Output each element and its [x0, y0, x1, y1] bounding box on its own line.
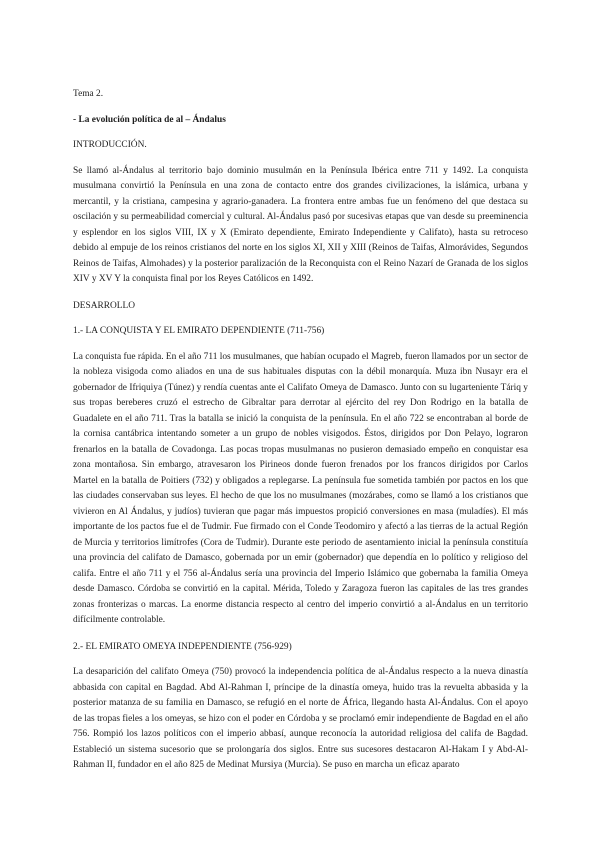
desarrollo-heading: DESARROLLO [73, 300, 135, 311]
section-1-heading: 1.- LA CONQUISTA Y EL EMIRATO DEPENDIENTE (711-756) [73, 326, 325, 336]
document-title: - La evolución política de al – Ándalus [73, 114, 226, 125]
section-2-heading: 2.- EL EMIRATO OMEYA INDEPENDIENTE (756-929) [73, 641, 292, 652]
intro-heading: INTRODUCCIÓN. [73, 140, 147, 150]
section-2-paragraph: La desaparición del califato Omeya (750) provocó la independencia política de al-Ándalus respecto a la nueva dinastía abbasida con capital en Bagdad. Abd Al-Rahman I, príncipe de la dinastía omeya, huido tras la revuelta abbasida y la posterior matanza de su familia en Damasco, se refugió en el norte de África, llegando hasta Al-Ándalus. Con el apoyo de las tropas fieles a los omeyas, se hizo con el poder en Córdoba y se proclamó emir independiente de Bagdad en el año 756. Rompió los lazos políticos con el imperio abbasí, aunque reconocía la autoridad religiosa del califa de Bagdad. Estableció un sistema sucesorio que se prolongaría dos siglos. Entre sus sucesores destacaron Al-Hakam I y Abd-Al-Rahman II, fundador en el año 825 de Medinat Mursiya (Murcia). Se puso en marcha un eficaz aparato [73, 667, 528, 770]
section-1-paragraph: La conquista fue rápida. En el año 711 los musulmanes, que habían ocupado el Magreb, fueron llamados por un sector de la nobleza visigoda como aliados en una de sus habituales disputas con la débil monarquía. Muza ibn Nusayr era el gobernador de Ifriquiya (Túnez) y rendía cuentas ante el Califato Omeya de Damasco. Junto con su lugarteniente Táriq y sus tropas bereberes cruzó el estrecho de Gibraltar para derrotar al ejército del rey Don Rodrigo en la batalla de Guadalete en el año 711. Tras la batalla se inició la conquista de la península. En el año 722 se encontraban al borde de la cornisa cantábrica intentando someter a un grupo de nobles visigodos. Éstos, dirigidos por Don Pelayo, lograron frenarlos en la batalla de Covadonga. Las pocas tropas musulmanas no pusieron demasiado empeño en conquistar esa zona montañosa. Sin embargo, atravesaron los Pirineos donde fueron frenados por los francos dirigidos por Carlos Martel en la batalla de Poitiers (732) y obligados a replegarse. La península fue sometida también por pactos en los que las ciudades conservaban sus leyes. El hecho de que los no musulmanes (mozárabes, como se llamó a los cristianos que vivieron en Al Ándalus, y judíos) tuvieran que pagar más impuestos propició conversiones en masa (muladíes). El más importante de los pactos fue el de Tudmir. Fue firmado con el Conde Teodomiro y afectó a las tierras de la actual Región de Murcia y territorios limítrofes (Cora de Tudmir). Durante este periodo de asentamiento inicial la península constituía una provincia del califato de Damasco, gobernada por un emir (gobernador) que dependía en lo político y religioso del califa. Entre el año 711 y el 756 al-Ándalus sería una provincia del Imperio Islámico que gobernaba la familia Omeya desde Damasco. Córdoba se convirtió en la capital. Mérida, Toledo y Zaragoza fueron las capitales de las tres grandes zonas fronterizas o marcas. La enorme distancia respecto al centro del imperio convirtió a al-Ándalus en un territorio difícilmente controlable. [73, 351, 528, 625]
intro-paragraph: Se llamó al-Ándalus al territorio bajo dominio musulmán en la Península Ibérica entre 711 y 1492. La conquista musulmana convirtió la Península en una zona de contacto entre dos grandes civilizaciones, la islámica, urbana y mercantil, y la cristiana, campesina y agrario-ganadera. La frontera entre ambas fue un fenómeno del que destaca su oscilación y su permeabilidad comercial y cultural. Al-Ándalus pasó por sucesivas etapas que van desde su preeminencia y esplendor en los siglos VIII, IX y X (Emirato dependiente, Emirato Independiente y Califato), hasta su retroceso debido al empuje de los reinos cristianos del norte en los siglos XI, XII y XIII (Reinos de Taifas, Almorávides, Segundos Reinos de Taifas, Almohades) y la posterior paralización de la Reconquista con el Reino Nazarí de Granada de los siglos XIV y XV Y la conquista final por los Reyes Católicos en 1492. [73, 165, 528, 284]
topic-number: Tema 2. [73, 89, 104, 99]
